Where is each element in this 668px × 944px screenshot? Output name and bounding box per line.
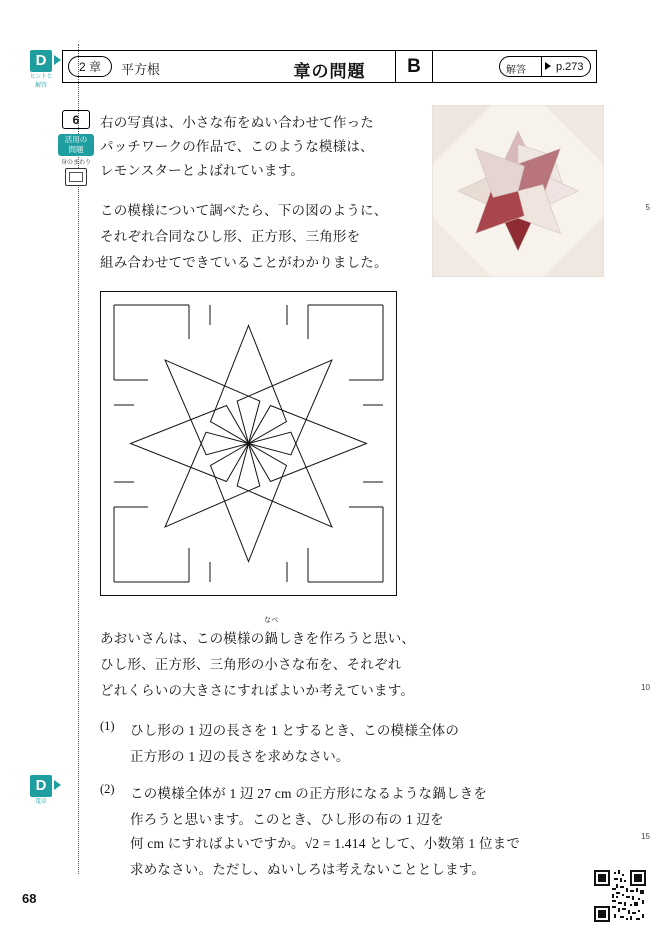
- question-number: 6: [62, 110, 90, 129]
- question-body-line-4: この模様について調べたら、下の図のように、: [100, 203, 388, 218]
- ruby-nabe: [264, 616, 279, 651]
- question-body-line-7: [100, 616, 416, 651]
- item-2-line-4: 求めなさい。ただし、ぬいしろは考えないこととします。: [130, 862, 486, 877]
- lemon-star-figure: [100, 291, 397, 596]
- application-problem-tag: [58, 134, 94, 156]
- hint-answer-badge[interactable]: [28, 50, 54, 90]
- question-body-line-1: 右の写真は、小さな布をぬい合わせて作った: [100, 115, 374, 130]
- line-number-15: 15: [641, 832, 650, 841]
- badge-letter-d: D: [30, 50, 52, 72]
- item-1-line-1: ひし形の 1 辺の長さを 1 とするとき、この模様全体の: [130, 723, 460, 738]
- badge-arrow-icon: [54, 55, 61, 65]
- item-1-line-2: 正方形の 1 辺の長さを求めなさい。: [130, 749, 350, 764]
- qr-code[interactable]: [594, 870, 646, 922]
- item-1-label: (1): [100, 719, 115, 733]
- question-body-line-9: どれくらいの大きさにすればよいか考えています。: [100, 683, 415, 698]
- question-body-line-6: 組み合わせてできていることがわかりました。: [100, 255, 388, 270]
- page-number: 68: [22, 891, 37, 906]
- lemon-star-figure-svg: [100, 291, 397, 596]
- tag-line2: 問題: [68, 145, 84, 154]
- patchwork-photo-svg: [432, 105, 604, 277]
- badge-caption-calculator: 電卓: [35, 799, 47, 805]
- badge-letter-d-bottom: D: [30, 775, 52, 797]
- section-letter: B: [395, 51, 433, 82]
- line-number-10: 10: [641, 683, 650, 692]
- body-7-post: しきを作ろうと思い、: [278, 631, 416, 646]
- line-number-5: 5: [645, 203, 650, 212]
- calculator-badge[interactable]: [28, 775, 54, 806]
- tag-line1: 活用の: [64, 135, 88, 144]
- item-2-line-1: この模様全体が 1 辺 27 cm の正方形になるような鍋しきを: [130, 786, 488, 801]
- question-body-line-5: それぞれ合同なひし形、正方形、三角形を: [100, 229, 361, 244]
- picture-frame-icon: [65, 168, 87, 186]
- everyday-life-label: 身のまわり: [60, 160, 91, 166]
- page-header: [62, 50, 597, 83]
- play-triangle-icon: [545, 62, 551, 70]
- patchwork-photo: [432, 105, 604, 277]
- item-2-label: (2): [100, 782, 115, 796]
- qr-code-svg: [594, 870, 646, 922]
- badge-arrow-icon-bottom: [54, 780, 61, 790]
- chapter-title: 平方根: [121, 62, 161, 77]
- badge-caption-line1: ヒントと: [29, 74, 53, 80]
- question-body-line-2: パッチワークの作品で、このような模様は、: [100, 139, 374, 154]
- question-body-line-8: ひし形、正方形、三角形の小さな布を、それぞれ: [100, 657, 402, 672]
- page-title: 章の問題: [293, 62, 366, 81]
- answer-page-number: p.273: [556, 61, 584, 73]
- item-2-line-3: [130, 831, 520, 856]
- chapter-number: 2 章: [68, 56, 112, 77]
- question-body-line-3: レモンスターとよばれています。: [100, 163, 305, 178]
- ruby-base: 鍋: [264, 631, 279, 646]
- answer-label: 解答: [506, 65, 526, 76]
- badge-caption-line2: 解答: [35, 83, 47, 89]
- answer-divider: [541, 57, 542, 76]
- everyday-life-marker: [56, 160, 96, 186]
- body-7-pre: あおいさんは、この模様の: [100, 631, 265, 646]
- item-2-line-3-text: 何 cm にすればよいですか。√2 = 1.414 として、小数第 1 位まで: [130, 836, 521, 851]
- ruby-reading: なべ: [264, 616, 279, 624]
- answer-reference[interactable]: [499, 56, 591, 77]
- item-2-line-2: 作ろうと思います。このとき、ひし形の布の 1 辺を: [130, 812, 444, 827]
